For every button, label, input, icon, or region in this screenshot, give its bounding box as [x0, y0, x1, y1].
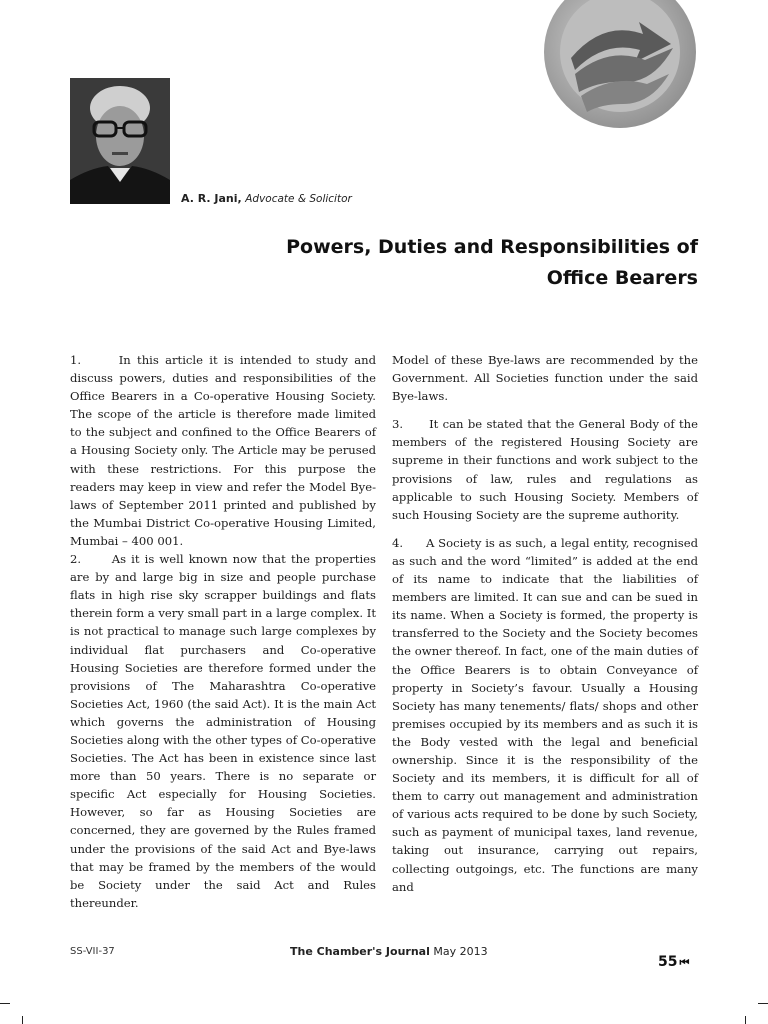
body-column-left [70, 351, 376, 912]
title-line-1: Powers, Duties and Responsibilities of [286, 236, 698, 258]
page-number [658, 954, 687, 970]
page-number-text: 55 [658, 954, 678, 970]
author-name: A. R. Jani, [181, 192, 242, 205]
page-arrow-icon: ⏮ [679, 956, 688, 969]
article-title [280, 232, 698, 294]
footer-code: SS-VII-37 [70, 946, 115, 957]
author-role: Advocate & Solicitor [245, 193, 352, 205]
crop-mark [745, 1016, 746, 1024]
crop-mark [0, 1003, 10, 1004]
crop-mark [22, 1016, 23, 1024]
paragraph-1: 1. In this article it is intended to study and discuss powers, duties and responsibilities of the Office Bearers in a Co-operative Housing Society. The scope of the article is therefore made limited to the subject and confined to the Office Bearers of a Housing Society only. The Article may be perused with these restrictions. For this purpose the readers may keep in view and refer the Model Bye-laws of September 2011 printed and published by the Mumbai District Co-operative Housing Limited, Mumbai – 400 001. [70, 353, 376, 548]
journal-logo-icon [543, 0, 697, 130]
paragraph-2: 2. As it is well known now that the properties are by and large big in size and people purchase flats in high rise sky scrapper buildings and flats therein form a very small part in a large complex. It is not practical to manage such large complexes by individual flat purchasers and Co-operative Housing Societies are therefore formed under the provisions of The Maharashtra Co-operative Societies Act, 1960 (the said Act). It is the main Act which governs the administration of Housing Societies along with the other types of Co-operative Societies. The Act has been in existence since last more than 50 years. There is no separate or specific Act especially for Housing Societies. However, so far as Housing Societies are concerned, they are governed by the Rules framed under the provisions of the said Act and Bye-laws that may be framed by the members of the would be Society under the said Act and Rules thereunder. [70, 552, 376, 910]
paragraph-3: 3. It can be stated that the General Body of the members of the registered Housing Society are supreme in their functions and work subject to the provisions of law, rules and regulations as applicable to such Housing Society. Members of such Housing Society are the supreme authority. [392, 417, 698, 522]
crop-mark [758, 1003, 768, 1004]
title-line-2: Office Bearers [546, 267, 698, 289]
footer-journal [290, 945, 488, 958]
body-column-right [392, 351, 698, 896]
journal-issue: May 2013 [433, 945, 488, 958]
journal-name: The Chamber's Journal [290, 945, 430, 958]
author-photo [70, 78, 170, 204]
paragraph-4: 4. A Society is as such, a legal entity, recognised as such and the word “limited” is added at the end of its name to indicate that the liabilities of members are limited. It can sue and can be sued in its name. When a Society is formed, the property is transferred to the Society and the Society becomes the owner thereof. In fact, one of the main duties of the Office Bearers is to obtain Conveyance of property in Society’s favour. Usually a Housing Society has many tenements/ flats/ shops and other premises occupied by its members and as such it is the Body vested with the legal and beneficial ownership. Since it is the responsibility of the Society and its members, it is difficult for all of them to carry out management and administration of various acts required to be done by such Society, such as payment of municipal taxes, land revenue, taking out insurance, carrying out repairs, collecting outgoings, etc. The functions are many and [392, 535, 698, 894]
paragraph-2-continued: Model of these Bye-laws are recommended by the Government. All Societies function under the said Bye-laws. [392, 353, 698, 404]
author-byline [181, 192, 352, 205]
